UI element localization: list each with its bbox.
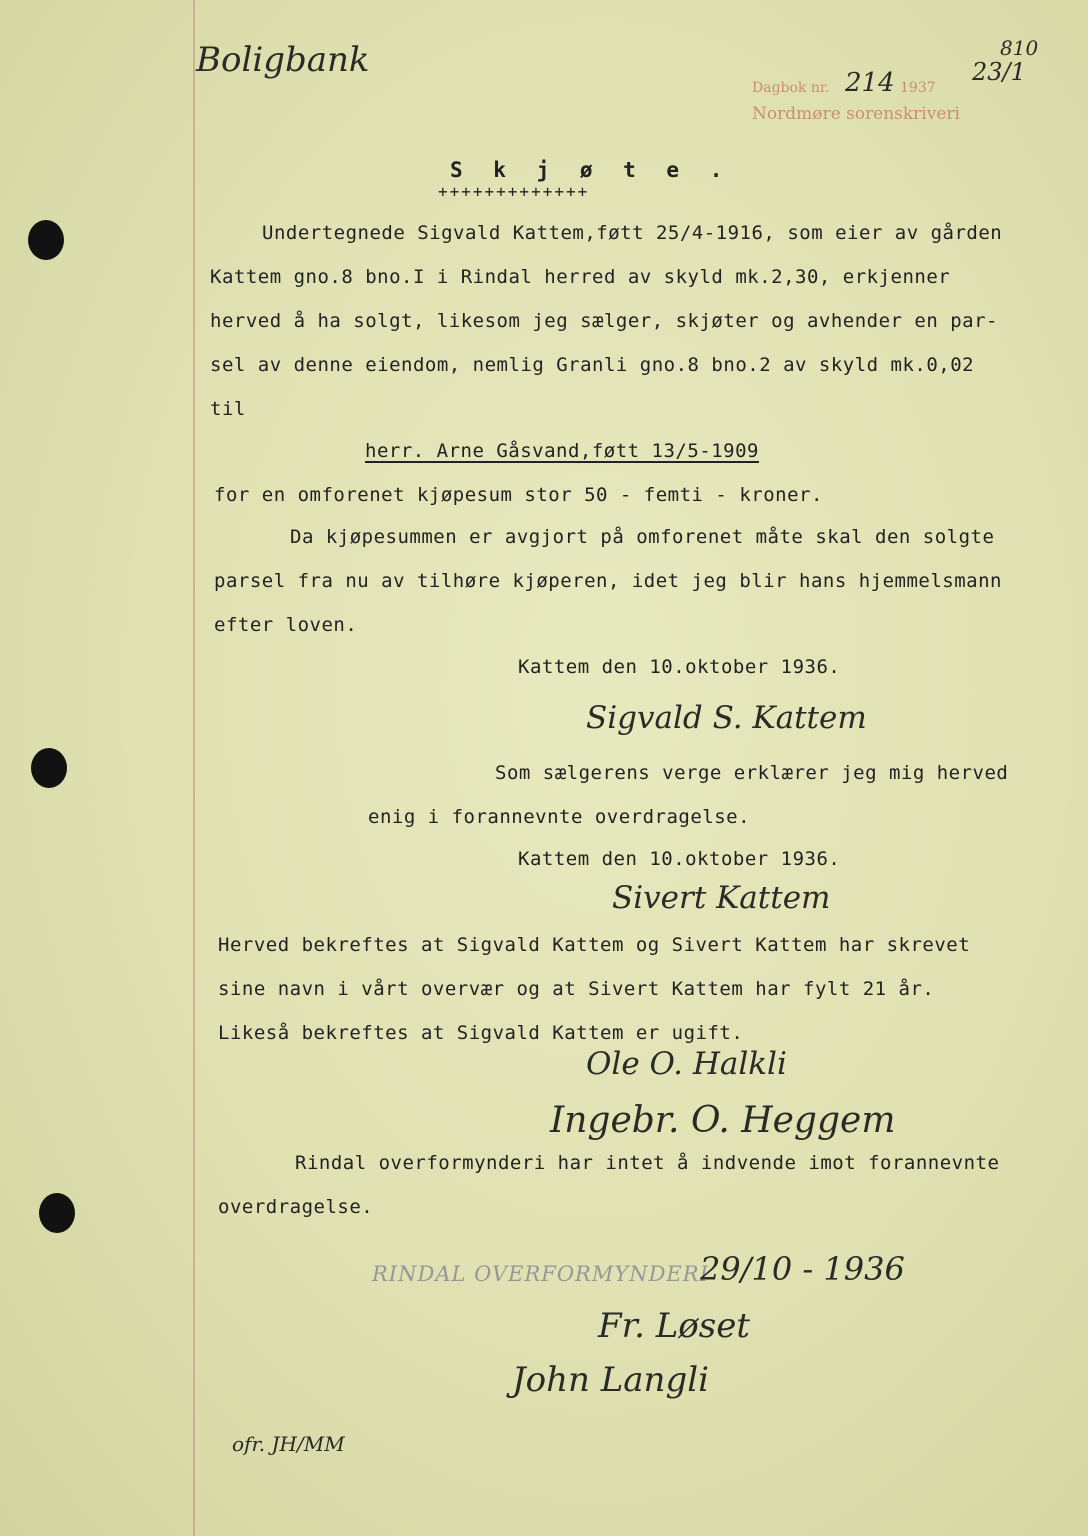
paragraph-line: Kattem gno.8 bno.I i Rindal herred av skyld mk.2,30, erkjenner [210, 266, 951, 288]
title-rule: +++++++++++++ [438, 182, 590, 201]
stamp-office: Nordmøre sorenskriveri [752, 104, 960, 124]
stamp-label: Dagbok nr. [752, 80, 830, 96]
paragraph-line: sel av denne eiendom, nemlig Granli gno.8 bno.2 av skyld mk.0,02 [210, 354, 975, 376]
overformynderi-line: Rindal overformynderi har intet å indvende imot forannevnte [295, 1152, 1000, 1174]
paragraph-line: herved å ha solgt, likesom jeg sælger, skjøter og avhender en par- [210, 310, 998, 332]
buyer-line: herr. Arne Gåsvand,føtt 13/5-1909 [365, 440, 759, 462]
witness-line: sine navn i vårt overvær og at Sivert Kattem har fylt 21 år. [218, 978, 935, 1000]
document-title: S k j ø t e . [450, 158, 732, 182]
overformynderi-line: overdragelse. [218, 1196, 374, 1218]
paragraph-line: Da kjøpesummen er avgjort på omforenet måte skal den solgte [290, 526, 995, 548]
archive-note: Boligbank [196, 40, 370, 80]
page-number: 810 [1000, 36, 1039, 60]
overformynderi-date: 29/10 - 1936 [700, 1250, 905, 1288]
punch-hole-bottom [39, 1193, 75, 1233]
signature-1: Sigvald S. Kattem [586, 700, 867, 736]
witness-line: Likeså bekreftes at Sigvald Kattem er ugift. [218, 1022, 744, 1044]
punch-hole-middle [31, 748, 67, 788]
stamp-number: 214 [845, 68, 895, 98]
witness-signature-2: Ingebr. O. Heggem [550, 1100, 896, 1141]
witness-line: Herved bekreftes at Sigvald Kattem og Sivert Kattem har skrevet [218, 934, 971, 956]
guardian-line: enig i forannevnte overdragelse. [368, 806, 751, 828]
price-line: for en omforenet kjøpesum stor 50 - femti - kroner. [214, 484, 823, 506]
witness-signature-1: Ole O. Halkli [586, 1046, 787, 1082]
overformynderi-signature-2: John Langli [512, 1360, 709, 1400]
paragraph-line: efter loven. [214, 614, 358, 636]
stamp-date: 23/1 [972, 58, 1026, 86]
signature-2: Sivert Kattem [612, 880, 831, 916]
paragraph-line: Undertegnede Sigvald Kattem,føtt 25/4-1916, som eier av gården [262, 222, 1003, 244]
overformynderi-stamp: RINDAL OVERFORMYNDERI [372, 1262, 709, 1286]
stamp-year: 1937 [900, 80, 936, 96]
punch-hole-top [28, 220, 64, 260]
paragraph-line: til [210, 398, 246, 420]
paragraph-line: parsel fra nu av tilhøre kjøperen, idet jeg blir hans hjemmelsmann [214, 570, 1002, 592]
guardian-line: Som sælgerens verge erklærer jeg mig herved [495, 762, 1009, 784]
margin-rule [193, 0, 195, 1536]
place-date-2: Kattem den 10.oktober 1936. [518, 848, 841, 870]
footnote: ofr. JH/MM [232, 1432, 345, 1456]
overformynderi-signature-1: Fr. Løset [598, 1306, 751, 1346]
place-date-1: Kattem den 10.oktober 1936. [518, 656, 841, 678]
